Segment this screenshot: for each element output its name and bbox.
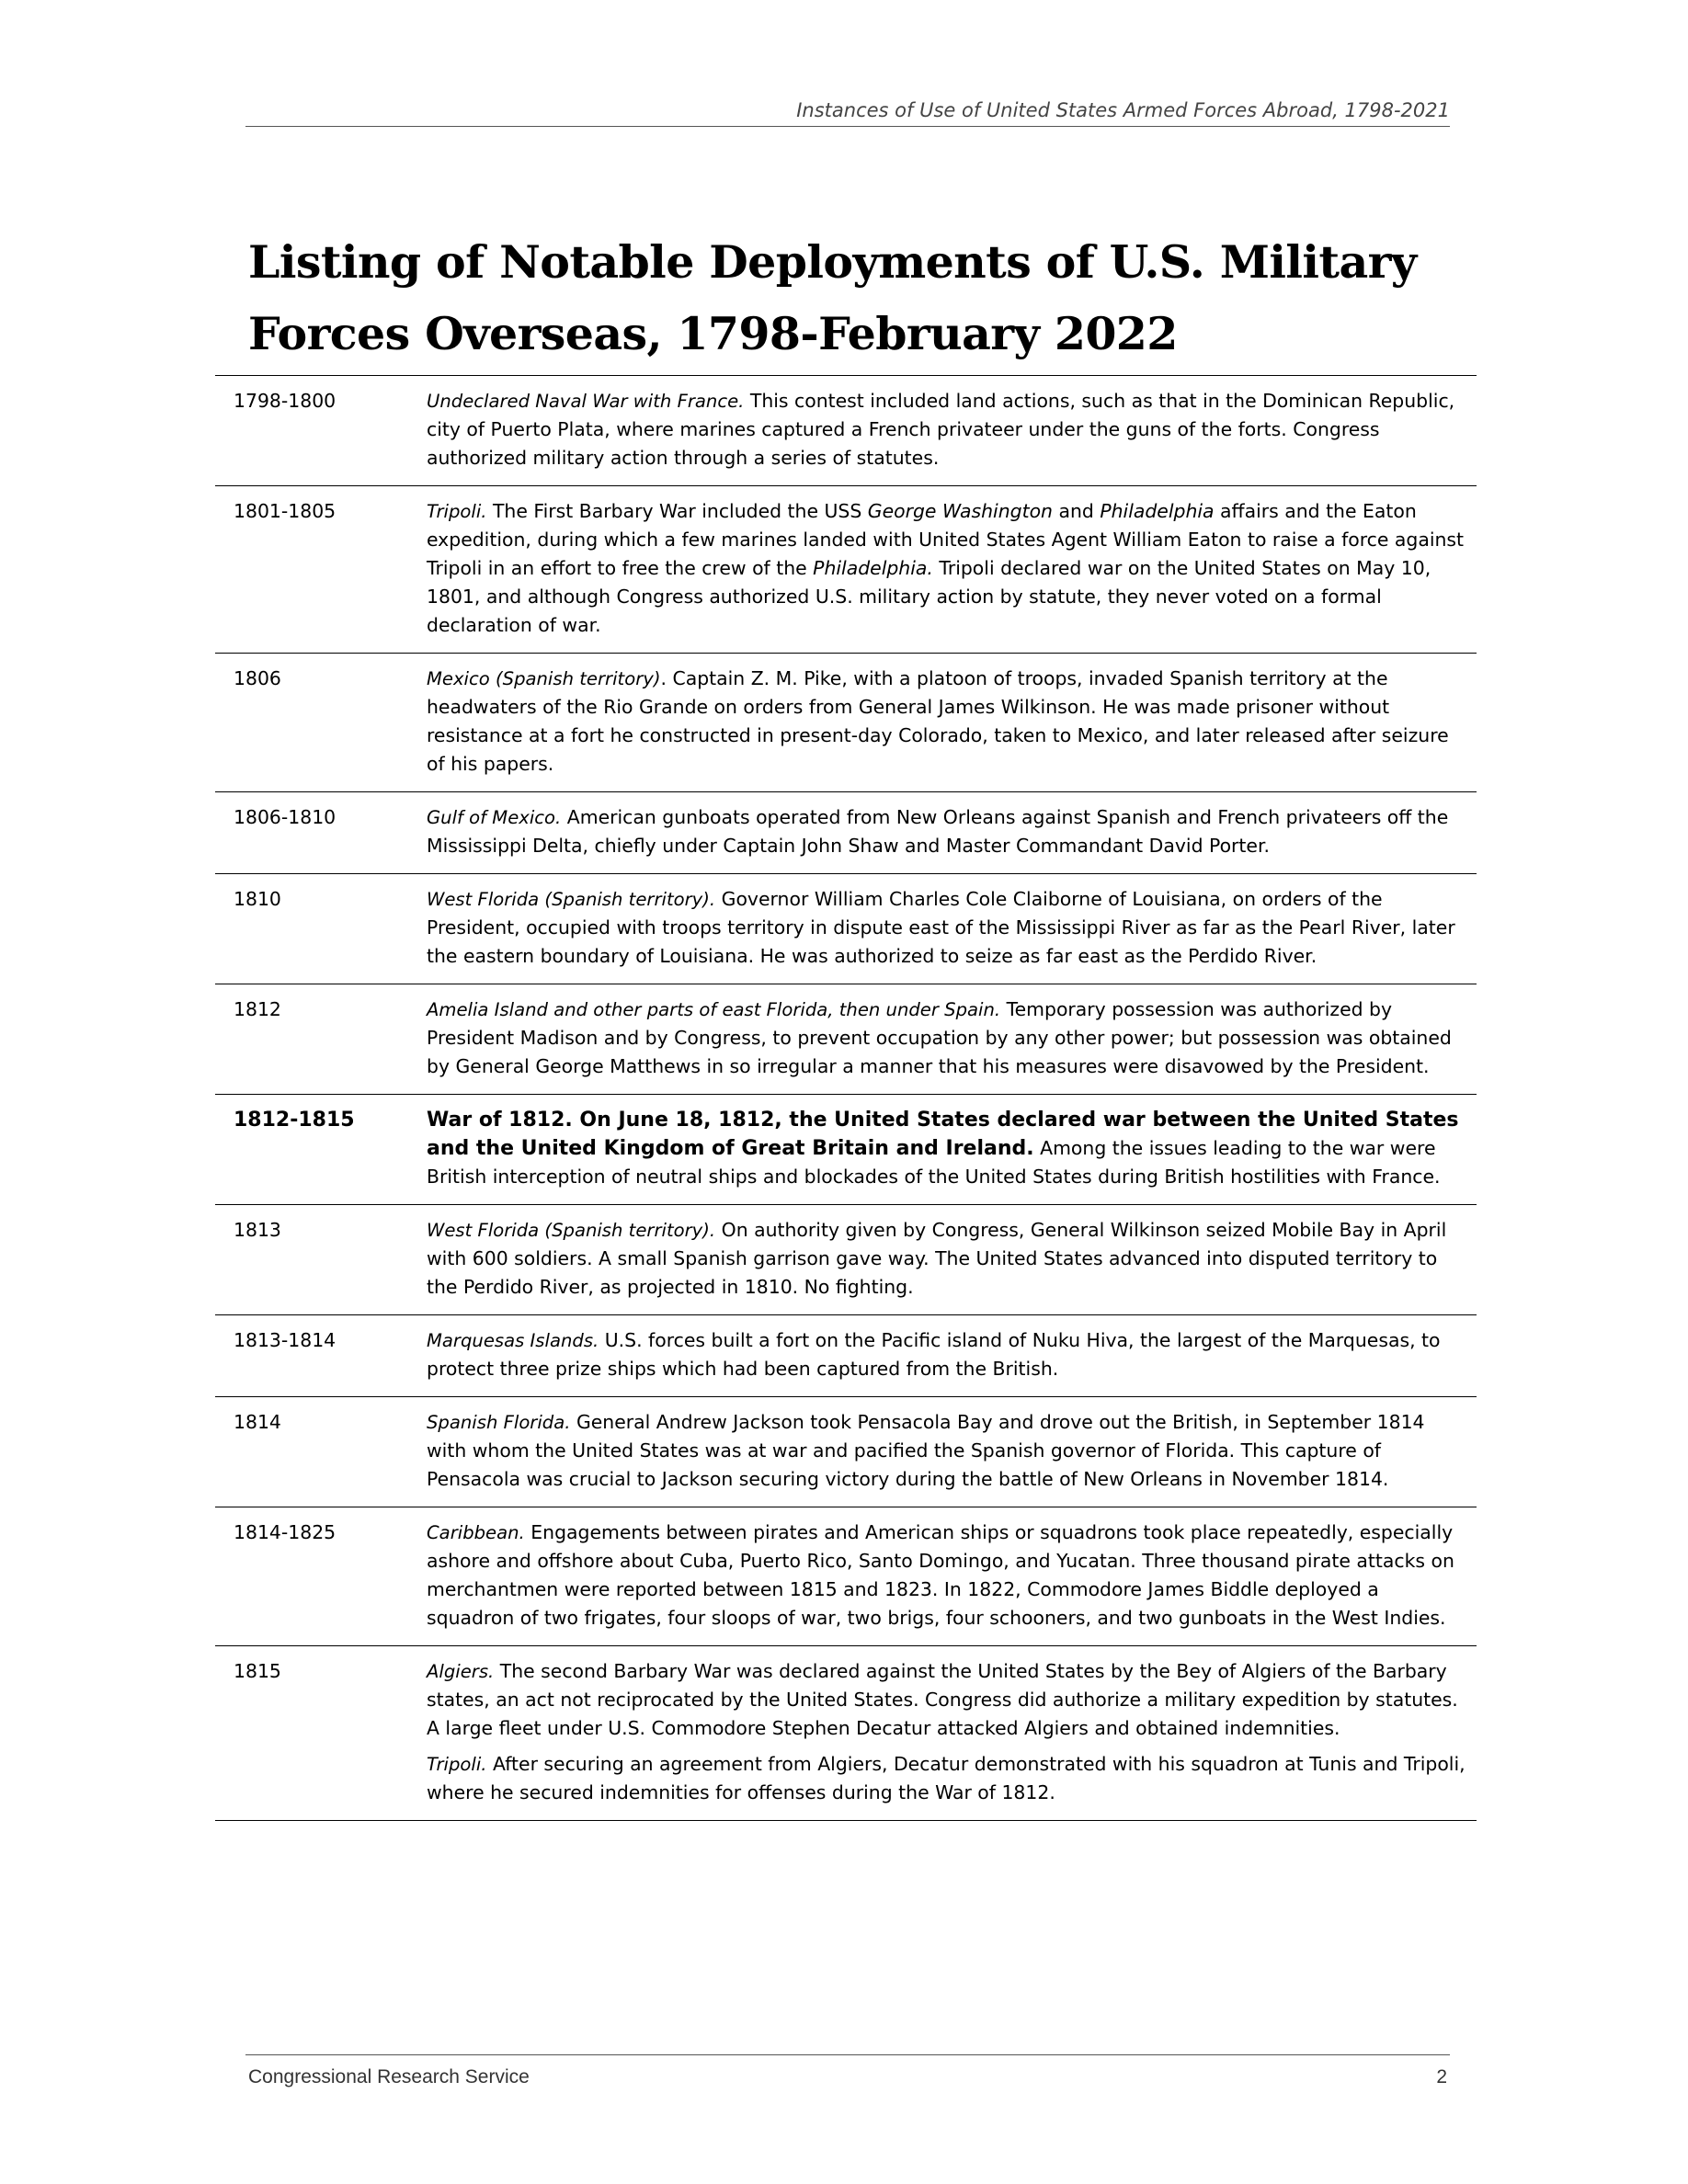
entry-description	[427, 995, 1477, 1081]
ship-name: Philadelphia	[1100, 500, 1215, 522]
entry-text: Governor William Charles Cole Claiborne of Louisiana, on orders of the President, occupied with troops territory in dispute east of the Mississippi River as far as the Pearl River, later the eastern boundary of Louisiana. He was authorized to seize as far east as the Perdido River.	[427, 888, 1455, 967]
entry-date: 1813-1814	[234, 1329, 336, 1351]
entry-lead: Amelia Island and other parts of east Florida, then under Spain.	[427, 999, 1001, 1020]
entry-1798-1800	[215, 376, 1477, 486]
entry-lead: Gulf of Mexico.	[427, 807, 562, 828]
entry-lead: Tripoli.	[427, 1754, 487, 1775]
entry-lead: Algiers.	[427, 1661, 495, 1682]
entry-description	[427, 387, 1477, 472]
entry-1812-1815	[215, 1095, 1477, 1205]
page-title-line-1: Listing of Notable Deployments of U.S. Military	[248, 235, 1417, 289]
page-title-line-2: Forces Overseas, 1798-February 2022	[248, 307, 1178, 360]
header-rule	[245, 126, 1450, 127]
entry-date: 1810	[234, 888, 281, 910]
entry-text: Tripoli declared war on the United States on May 10, 1801, and although Congress authorized U.S. military action by statute, they never voted on a formal declaration of war.	[427, 557, 1431, 636]
entry-text: . Captain Z. M. Pike, with a platoon of troops, invaded Spanish territory at the headwaters of the Rio Grande on orders from General James Wilkinson. He was made prisoner without resistance at a fort he constructed in present-day Colorado, taken to Mexico, and later released after seizure of his papers.	[427, 667, 1449, 775]
entry-1806-1810	[215, 792, 1477, 874]
entry-description	[427, 1408, 1477, 1494]
entry-description	[427, 1519, 1477, 1632]
entry-text: U.S. forces built a fort on the Pacific island of Nuku Hiva, the largest of the Marquesas, to protect three prize ships which had been captured from the British.	[427, 1329, 1441, 1380]
entry-1812	[215, 984, 1477, 1095]
entry-1813-1814	[215, 1315, 1477, 1397]
entry-1810	[215, 874, 1477, 984]
entry-date: 1806	[234, 667, 281, 689]
entry-description	[427, 497, 1477, 640]
page-number: 2	[1436, 2066, 1447, 2087]
deployment-table	[215, 375, 1477, 1821]
entry-lead: War of 1812. On June 18, 1812, the United States declared war between the United States and the United Kingdom of Great Britain and Ireland.	[427, 1109, 1459, 1160]
running-header: Instances of Use of United States Armed Forces Abroad, 1798-2021	[796, 99, 1450, 121]
entry-date: 1812-1815	[234, 1109, 355, 1132]
entry-text: On authority given by Congress, General Wilkinson seized Mobile Bay in April with 600 soldiers. A small Spanish garrison gave way. The United States advanced into disputed territory to the Perdido River, as projected in 1810. No fighting.	[427, 1219, 1447, 1298]
entry-description	[427, 665, 1477, 779]
entry-date: 1812	[234, 998, 281, 1020]
footer-rule	[245, 2054, 1450, 2055]
entry-text: Engagements between pirates and American ships or squadrons took place repeatedly, especially ashore and offshore about Cuba, Puerto Rico, Santo Domingo, and Yucatan. Three thousand pirate attacks on merchantmen were reported between 1815 and 1823. In 1822, Commodore James Biddle deployed a squadron of two frigates, four sloops of war, two brigs, four schooners, and two gunboats in the West Indies.	[427, 1521, 1454, 1629]
entry-text: After securing an agreement from Algiers, Decatur demonstrated with his squadron at Tunis and Tripoli, where he secured indemnities for offenses during the War of 1812.	[427, 1753, 1466, 1803]
entry-1814	[215, 1397, 1477, 1507]
entry-text: This contest included land actions, such as that in the Dominican Republic, city of Puerto Plata, where marines captured a French privateer under the guns of the forts. Congress authorized military action through a series of statutes.	[427, 390, 1455, 469]
entry-1801-1805	[215, 486, 1477, 654]
entry-1806	[215, 654, 1477, 792]
entry-date: 1815	[234, 1660, 281, 1682]
entry-text: General Andrew Jackson took Pensacola Bay and drove out the British, in September 1814 with whom the United States was at war and pacified the Spanish governor of Florida. This capture of Pensacola was crucial to Jackson securing victory during the battle of New Orleans in November 1814.	[427, 1411, 1425, 1490]
ship-name: Philadelphia.	[813, 557, 933, 579]
entry-lead: Undeclared Naval War with France.	[427, 391, 745, 412]
entry-lead: Caribbean.	[427, 1522, 525, 1543]
entry-text: The second Barbary War was declared against the United States by the Bey of Algiers of the Barbary states, an act not reciprocated by the United States. Congress did authorize a military expedition by statutes. A large fleet under U.S. Commodore Stephen Decatur attacked Algiers and obtained indemnities.	[427, 1660, 1458, 1739]
entry-lead: Marquesas Islands.	[427, 1330, 599, 1351]
ship-name: George Washington	[867, 500, 1053, 522]
entry-description	[427, 1106, 1477, 1191]
page-title	[248, 226, 1443, 370]
entry-description	[427, 1216, 1477, 1302]
entry-lead: West Florida (Spanish territory).	[427, 889, 716, 910]
entry-description	[427, 1657, 1477, 1807]
entry-text: Temporary possession was authorized by President Madison and by Congress, to prevent occupation by any other power; but possession was obtained by General George Matthews in so irregular a manner that his measures were disavowed by the President.	[427, 998, 1452, 1077]
entry-description	[427, 885, 1477, 971]
entry-date: 1813	[234, 1219, 281, 1241]
entry-lead: Tripoli.	[427, 501, 487, 522]
entry-date: 1814	[234, 1411, 281, 1433]
entry-lead: Mexico (Spanish territory)	[427, 668, 661, 689]
entry-text: Among the issues leading to the war were British interception of neutral ships and blockades of the United States during British hostilities with France.	[427, 1137, 1441, 1188]
entry-date: 1798-1800	[234, 390, 336, 412]
entry-description	[427, 1326, 1477, 1383]
footer-publisher: Congressional Research Service	[248, 2066, 530, 2087]
entry-1813	[215, 1205, 1477, 1315]
entry-1815	[215, 1646, 1477, 1821]
entry-date: 1814-1825	[234, 1521, 336, 1543]
entry-date: 1801-1805	[234, 500, 336, 522]
entry-text: affairs and the Eaton expedition, during which a few marines landed with United States Agent William Eaton to raise a force against Tripoli in an effort to free the crew of the	[427, 500, 1465, 579]
entry-text: The First Barbary War included the USS	[486, 500, 868, 522]
entry-1814-1825	[215, 1507, 1477, 1646]
entry-text: American gunboats operated from New Orleans against Spanish and French privateers off the Mississippi Delta, chiefly under Captain John Shaw and Master Commandant David Porter.	[427, 806, 1449, 857]
entry-date: 1806-1810	[234, 806, 336, 828]
entry-lead: Spanish Florida.	[427, 1412, 571, 1433]
entry-description	[427, 803, 1477, 860]
entry-text: and	[1052, 500, 1101, 522]
entry-lead: West Florida (Spanish territory).	[427, 1220, 716, 1241]
